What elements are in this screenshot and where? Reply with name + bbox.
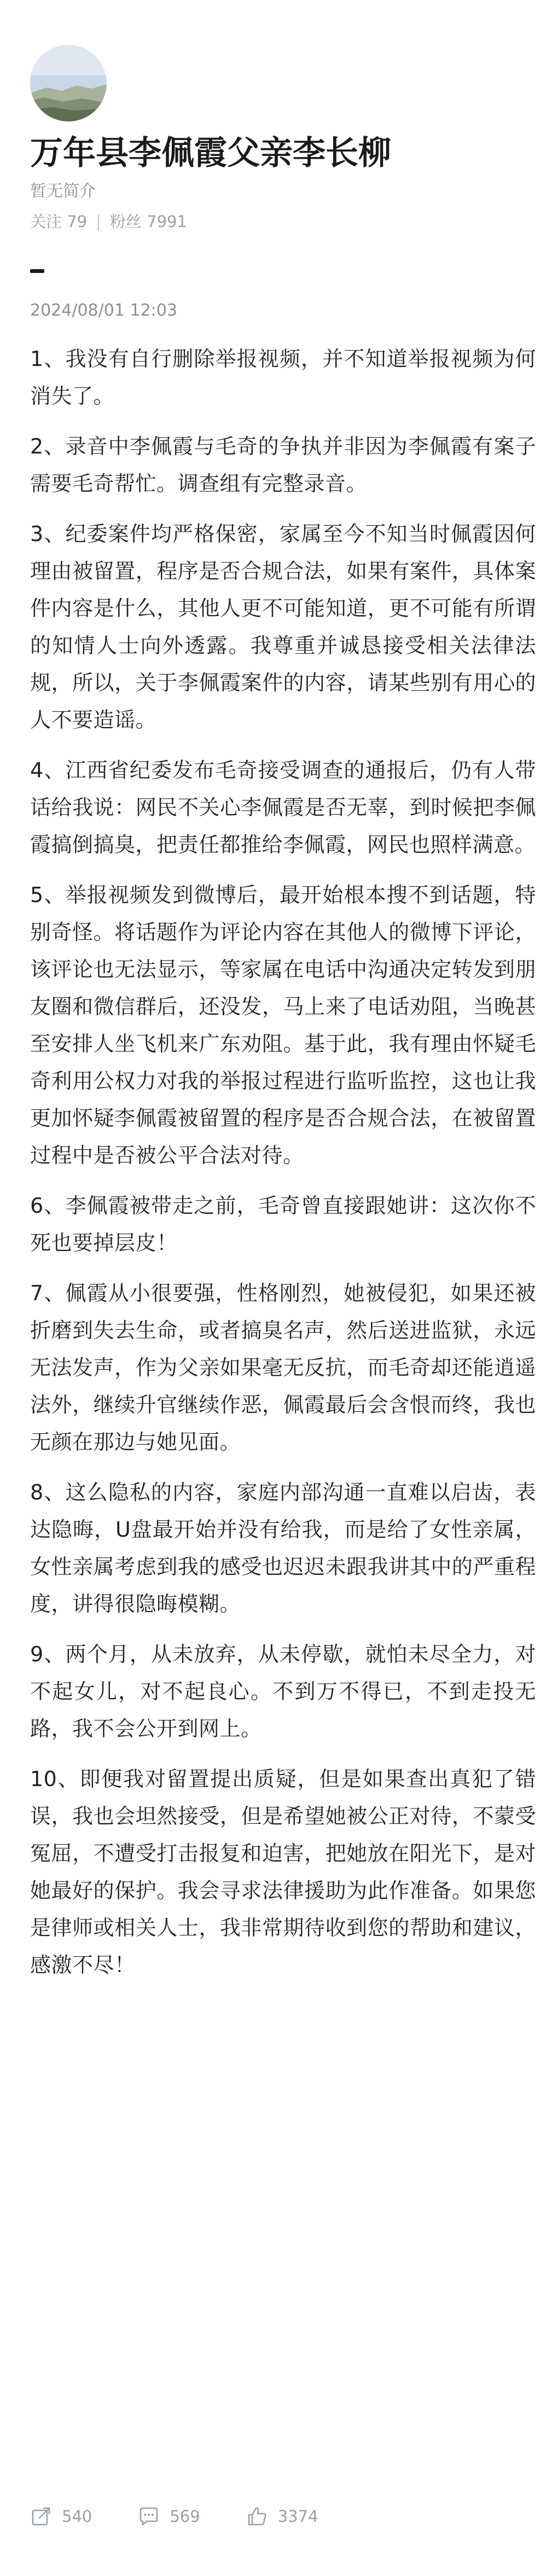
repost-icon	[30, 2505, 52, 2527]
landscape-avatar-icon	[30, 45, 107, 121]
post-datetime: 2024/08/01 12:03	[30, 301, 177, 320]
post-paragraph: 7、佩霞从小很要强，性格刚烈，她被侵犯，如果还被折磨到失去生命，或者搞臭名声，然后送进监狱，永远无法发声，作为父亲如果毫无反抗，而毛奇却还能逍遥法外，继续升官继续作恶，佩霞最后会含恨而终，我也无颜在那边与她见面。	[30, 1281, 536, 1454]
following-count: 79	[67, 212, 88, 231]
post-paragraph: 9、两个月，从未放弃，从未停歇，就怕未尽全力，对不起女儿，对不起良心。不到万不得已，不到走投无路，我不会公开到网上。	[30, 1642, 536, 1741]
post-paragraph: 8、这么隐私的内容，家庭内部沟通一直难以启齿，表达隐晦，U盘最开始并没有给我，而是给了女性亲属，女性亲属考虑到我的感受也迟迟未跟我讲其中的严重程度，讲得很隐晦模糊。	[30, 1480, 536, 1616]
post-paragraph: 10、即便我对留置提出质疑，但是如果查出真犯了错误，我也会坦然接受，但是希望她被公正对待，不蒙受冤屈，不遭受打击报复和迫害，把她放在阳光下，是对她最好的保护。我会寻求法律援助为此作准备。如果您是律师或相关人士，我非常期待收到您的帮助和建议，感激不尽！	[30, 1767, 536, 1977]
like-count: 3374	[277, 2507, 318, 2526]
comment-count: 569	[170, 2507, 200, 2526]
followers-label: 粉丝	[109, 212, 142, 231]
like-button[interactable]	[246, 2505, 318, 2527]
post-action-bar	[30, 2503, 364, 2530]
section-divider	[30, 269, 44, 273]
avatar[interactable]	[30, 45, 107, 121]
stats-divider: |	[96, 212, 101, 231]
followers-count: 7991	[147, 212, 187, 231]
profile-name[interactable]: 万年县李佩霞父亲李长柳	[30, 134, 391, 172]
post-paragraph: 5、举报视频发到微博后，最开始根本搜不到话题，特别奇怪。将话题作为评论内容在其他人的微博下评论，该评论也无法显示，等家属在电话中沟通决定转发到朋友圈和微信群后，还没发，马上来了电话劝阻，当晚甚至安排人坐飞机来广东劝阻。基于此，我有理由怀疑毛奇利用公权力对我的举报过程进行监听监控，这也让我更加怀疑李佩霞被留置的程序是否合规合法，在被留置过程中是否被公平合法对待。	[30, 883, 536, 1167]
post-content	[30, 340, 536, 1997]
post-paragraph: 6、李佩霞被带走之前，毛奇曾直接跟她讲：这次你不死也要掉层皮！	[30, 1194, 536, 1255]
post-paragraph: 3、纪委案件均严格保密，家属至今不知当时佩霞因何理由被留置，程序是否合规合法，如果有案件，具体案件内容是什么，其他人更不可能知道，更不可能有所谓的知情人士向外透露。我尊重并诚恳接受相关法律法规，所以，关于李佩霞案件的内容，请某些别有用心的人不要造谣。	[30, 522, 536, 732]
post-paragraph: 4、江西省纪委发布毛奇接受调查的通报后，仍有人带话给我说：网民不关心李佩霞是否无辜，到时候把李佩霞搞倒搞臭，把责任都推给李佩霞，网民也照样满意。	[30, 758, 536, 857]
profile-bio: 暂无简介	[30, 182, 96, 201]
post-paragraph: 1、我没有自行删除举报视频，并不知道举报视频为何消失了。	[30, 347, 536, 408]
thumbs-up-icon	[246, 2505, 268, 2527]
profile-stats	[30, 211, 187, 232]
following-label: 关注	[30, 212, 62, 231]
comment-icon	[138, 2505, 160, 2527]
followers-link[interactable]	[110, 212, 187, 231]
repost-button[interactable]	[30, 2505, 92, 2527]
comment-button[interactable]	[138, 2505, 200, 2527]
following-link[interactable]	[30, 212, 87, 231]
repost-count: 540	[62, 2507, 92, 2526]
post-paragraph: 2、录音中李佩霞与毛奇的争执并非因为李佩霞有案子需要毛奇帮忙。调查组有完整录音。	[30, 434, 536, 496]
